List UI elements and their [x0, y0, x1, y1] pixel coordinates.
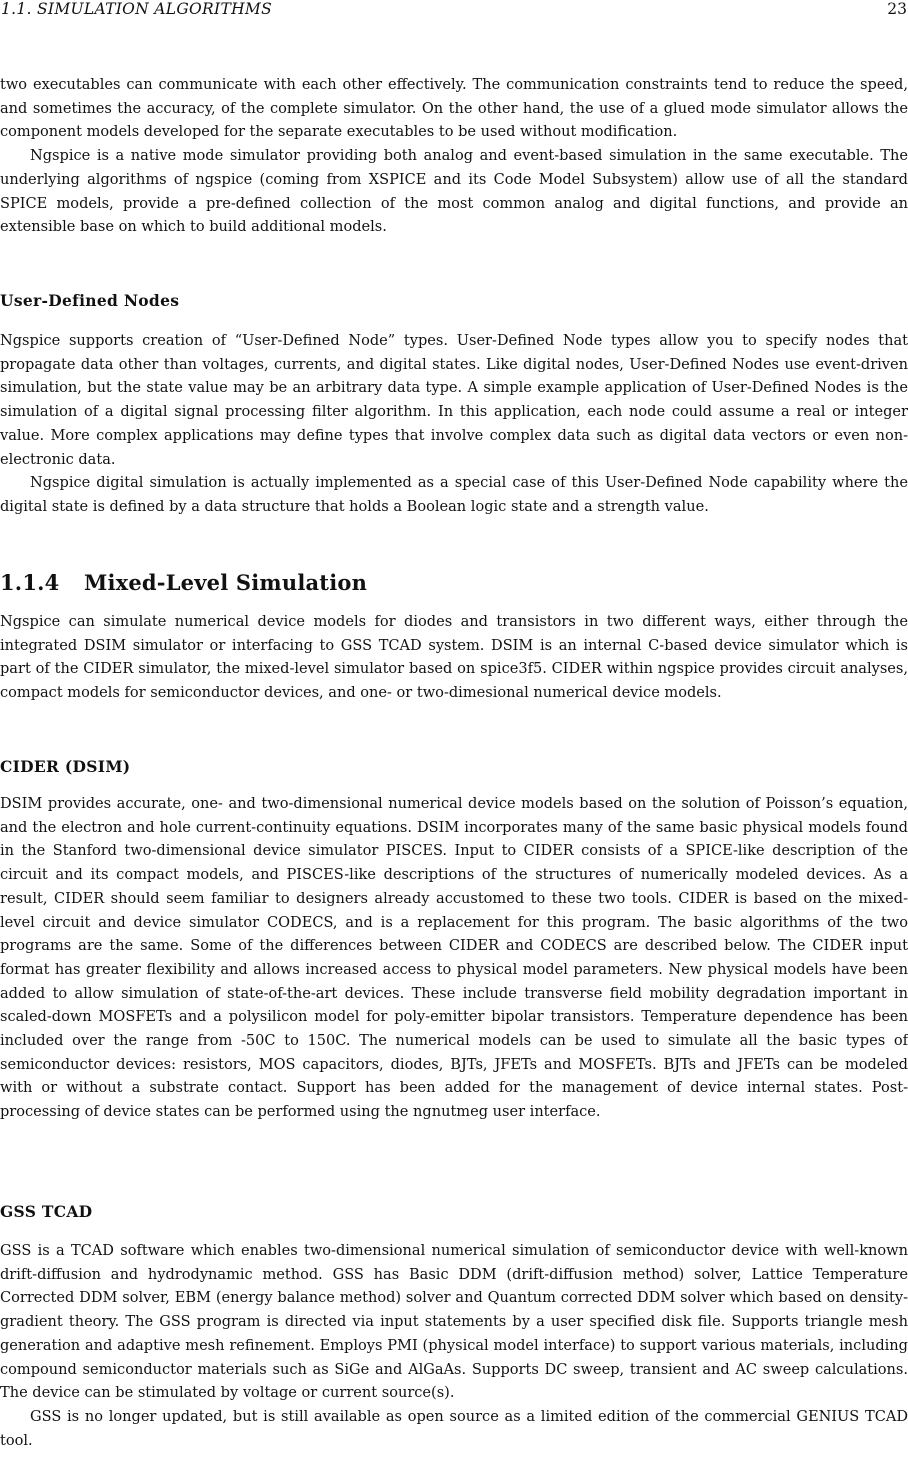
- subsection-number: 1.1.4: [0, 570, 60, 595]
- udn-paragraph-1: Ngspice supports creation of “User-Defined Node” types. User-Defined Node types allow you to specify nodes that propagate data other than voltages, currents, and digital states. Like digital nodes, User-Defined Nodes use event-driven simulation, but the state value may be an arbitrary data type. A simple example application of User-Defined Nodes is the simulation of a digital signal processing filter algorithm. In this application, each node could assume a real or integer value. More complex applications may define types that involve complex data such as digital data vectors or even non-electronic data.: [0, 332, 908, 468]
- subsection-heading: [0, 570, 908, 595]
- subsection-title: Mixed-Level Simulation: [84, 570, 368, 595]
- running-header: [0, 0, 908, 20]
- cider-paragraph-1: DSIM provides accurate, one- and two-dimensional numerical device models based on the solution of Poisson’s equation, and the electron and hole current-continuity equations. DSIM incorporates many of the same basic physical models found in the Stanford two-dimensional device simulator PISCES. Input to CIDER consists of a SPICE-like description of the circuit and its compact models, and PISCES-like descriptions of the structures of numerically modeled devices. As a result, CIDER should seem familiar to designers already accustomed to these two tools. CIDER is based on the mixed-level circuit and device simulator CODECS, and is a replacement for this program. The basic algorithms of the two programs are the same. Some of the differences between CIDER and CODECS are described below. The CIDER input format has greater flexibility and allows increased access to physical model parameters. New physical models have been added to allow simulation of state-of-the-art devices. These include transverse field mobility degradation important in scaled-down MOSFETs and a polysilicon model for poly-emitter bipolar transistors. Temperature dependence has been included over the range from -50C to 150C. The numerical models can be used to simulate all the basic types of semiconductor devices: resistors, MOS capacitors, diodes, BJTs, JFETs and MOSFETs. BJTs and JFETs can be modeled with or without a substrate contact. Support has been added for the management of device internal states. Post-processing of device states can be performed using the ngnutmeg user interface.: [0, 795, 908, 1121]
- cider-heading: CIDER (DSIM): [0, 757, 131, 776]
- gss-heading: GSS TCAD: [0, 1202, 93, 1221]
- intro-section: [0, 73, 908, 239]
- mixed-paragraph-1: Ngspice can simulate numerical device models for diodes and transistors in two different ways, either through the integrated DSIM simulator or interfacing to GSS TCAD system. DSIM is an internal C-based device simulator which is part of the CIDER simulator, the mixed-level simulator based on spice3f5. CIDER within ngspice provides circuit analyses, compact models for semiconductor devices, and one- or two-dimesional numerical device models.: [0, 613, 908, 702]
- udn-heading: User-Defined Nodes: [0, 291, 180, 310]
- gss-paragraph-2: GSS is no longer updated, but is still available as open source as a limited edition of the commercial GENIUS TCAD tool.: [0, 1407, 908, 1449]
- udn-paragraph-2: Ngspice digital simulation is actually implemented as a special case of this User-Defined Node capability where the digital state is defined by a data structure that holds a Boolean logic state and a strength value.: [0, 474, 908, 515]
- udn-heading-block: [0, 291, 908, 310]
- udn-section: [0, 329, 908, 519]
- section-title: 1.1. SIMULATION ALGORITHMS: [1, 0, 272, 18]
- gss-paragraph-1: GSS is a TCAD software which enables two-dimensional numerical simulation of semiconductor device with well-known drift-diffusion and hydrodynamic method. GSS has Basic DDM (drift-diffusion method) solver, Lattice Temperature Corrected DDM solver, EBM (energy balance method) solver and Quantum corrected DDM solver which based on density-gradient theory. The GSS program is directed via input statements by a user specified disk file. Supports triangle mesh generation and adaptive mesh refinement. Employs PMI (physical model interface) to support various materials, including compound semiconductor materials such as SiGe and AlGaAs. Supports DC sweep, transient and AC sweep calculations. The device can be stimulated by voltage or current source(s).: [0, 1242, 908, 1402]
- intro-paragraph-2: Ngspice is a native mode simulator providing both analog and event-based simulation in the same executable. The underlying algorithms of ngspice (coming from XSPICE and its Code Model Subsystem) allow use of all the standard SPICE models, provide a pre-defined collection of the most common analog and digital functions, and provide an extensible base on which to build additional models.: [0, 147, 908, 236]
- mixed-heading-block: [0, 570, 908, 595]
- mixed-section: [0, 610, 908, 705]
- cider-heading-block: [0, 757, 908, 776]
- gss-section: [0, 1239, 908, 1452]
- cider-section: [0, 792, 908, 1124]
- gss-heading-block: [0, 1202, 908, 1221]
- intro-paragraph-1: two executables can communicate with each other effectively. The communication constraints tend to reduce the speed, and sometimes the accuracy, of the complete simulator. On the other hand, the use of a glued mode simulator allows the component models developed for the separate executables to be used without modification.: [0, 76, 908, 141]
- page-number: 23: [887, 0, 907, 18]
